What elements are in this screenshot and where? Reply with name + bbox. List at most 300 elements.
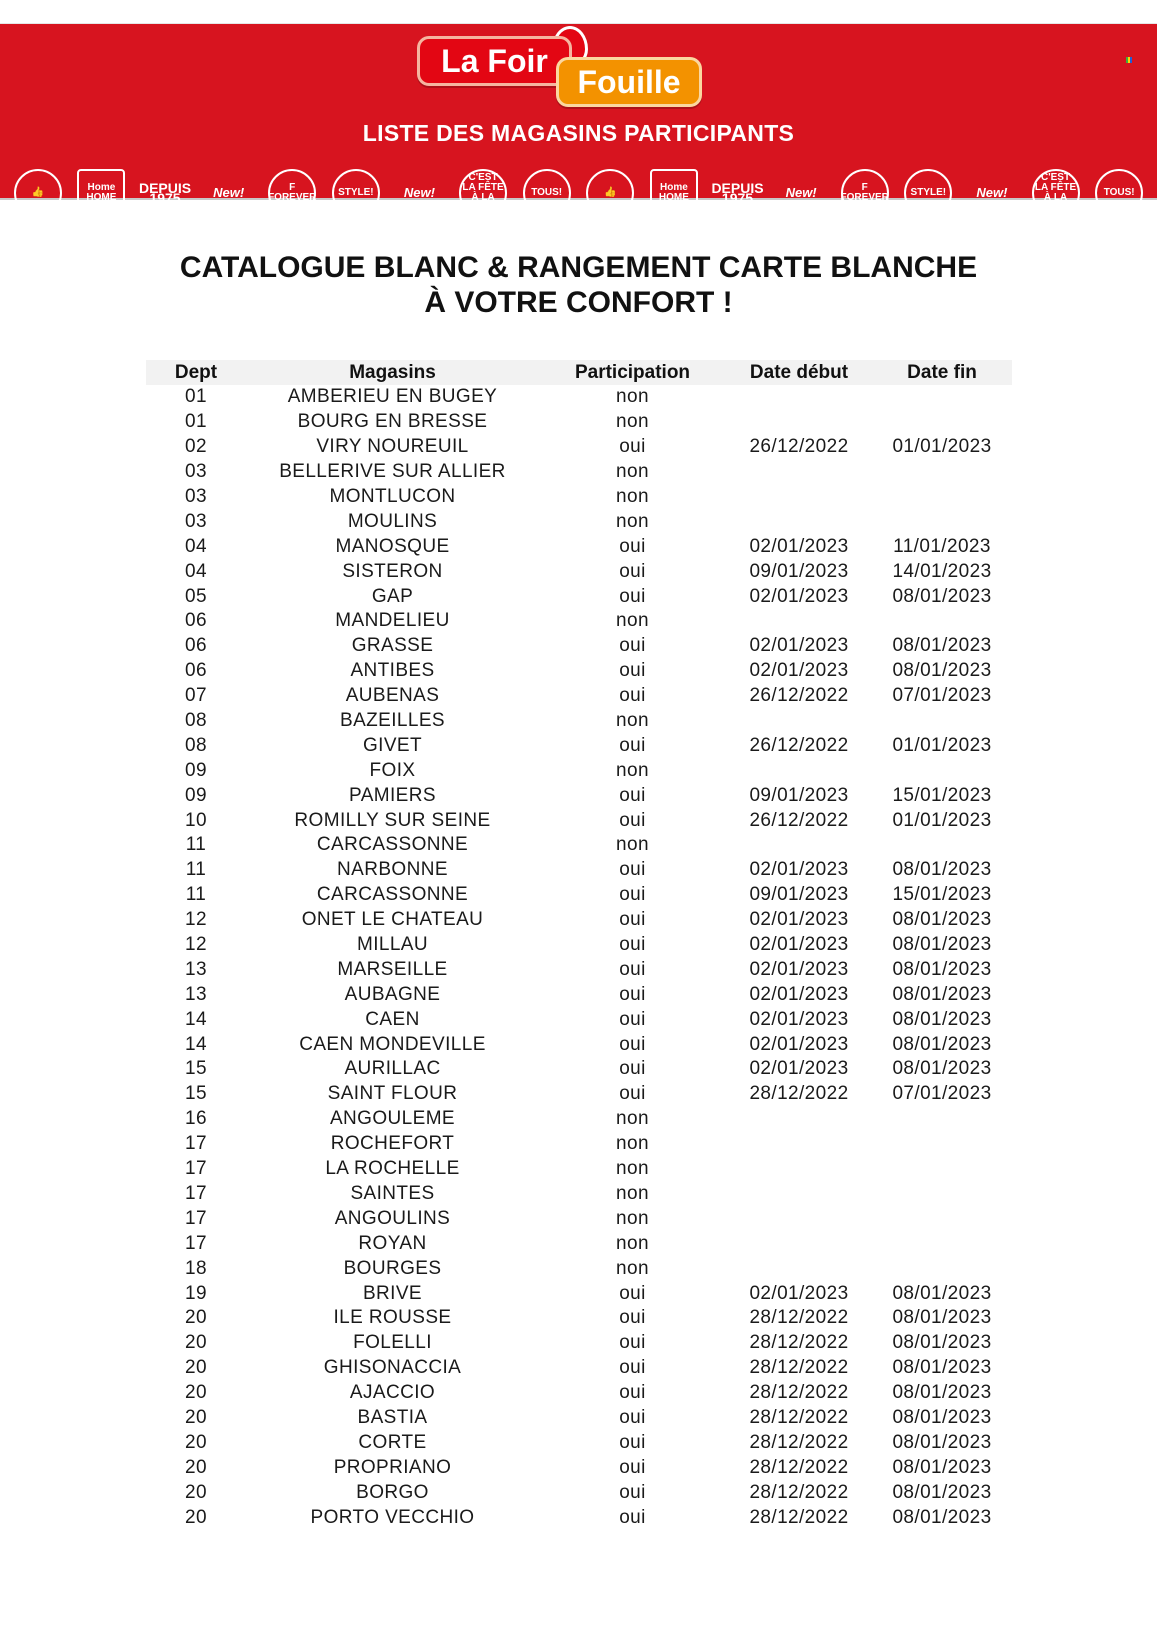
title-line-1: CATALOGUE BLANC & RANGEMENT CARTE BLANCHE: [179, 251, 978, 284]
cell-dept: 20: [185, 1307, 207, 1329]
table-row: [146, 1256, 1012, 1281]
cell-magasin: PROPRIANO: [333, 1456, 452, 1478]
cell-date-debut: [726, 485, 872, 510]
cell-magasin: MARSEILLE: [337, 958, 448, 980]
cell-dept: 18: [185, 1257, 207, 1279]
cell-dept: 01: [185, 386, 207, 408]
cell-participation: oui: [619, 934, 646, 956]
table-row: [146, 1082, 1012, 1107]
cell-date-fin: 08/01/2023: [892, 1357, 992, 1379]
cell-participation: oui: [619, 983, 646, 1005]
cell-date-fin: 01/01/2023: [892, 436, 992, 458]
table-row: [146, 485, 1012, 510]
cell-magasin: NARBONNE: [337, 859, 448, 881]
cell-date-fin: 07/01/2023: [892, 685, 992, 707]
page-title: [0, 250, 1157, 320]
cell-dept: 03: [185, 486, 207, 507]
header-dept: Dept: [174, 361, 218, 383]
cell-date-fin: 08/01/2023: [892, 934, 992, 956]
cell-magasin: LA ROCHELLE: [325, 1158, 460, 1180]
cell-date-debut: 28/12/2022: [749, 1382, 849, 1404]
cell-date-fin: 11/01/2023: [893, 535, 991, 557]
cell-date-debut: [726, 460, 872, 485]
cell-participation: oui: [619, 436, 646, 458]
table-row: [146, 584, 1012, 609]
table-row: [146, 1107, 1012, 1132]
table-row: [146, 709, 1012, 734]
cell-dept: 17: [185, 1158, 207, 1180]
cell-magasin: CAEN MONDEVILLE: [299, 1033, 486, 1055]
cell-date-debut: 28/12/2022: [749, 1431, 849, 1453]
cell-magasin: MANOSQUE: [335, 535, 450, 557]
header-date-debut: Date début: [749, 361, 849, 383]
cell-magasin: BOURG EN BRESSE: [297, 411, 488, 433]
cell-participation: oui: [619, 660, 646, 682]
header-participation: Participation: [574, 361, 691, 383]
table-row: [146, 957, 1012, 982]
cell-date-debut: [726, 1256, 872, 1281]
cell-dept: 01: [185, 411, 207, 433]
brand-logo-part2: Fouille: [556, 57, 702, 107]
cell-date-debut: 28/12/2022: [749, 1357, 849, 1379]
cell-date-debut: 02/01/2023: [749, 1033, 849, 1055]
cell-date-debut: [726, 1157, 872, 1182]
cell-date-fin: [872, 833, 1012, 858]
banner-badge-icon: F FOREVER: [841, 169, 889, 217]
cell-magasin: AUBENAS: [345, 685, 440, 707]
table-row: [146, 783, 1012, 808]
cell-participation: oui: [619, 1307, 646, 1329]
cell-participation: non: [616, 834, 649, 856]
table-row: [146, 1306, 1012, 1331]
cell-magasin: AMBERIEU EN BUGEY: [287, 386, 498, 408]
badge-strip: [0, 162, 1157, 224]
cell-magasin: AURILLAC: [344, 1058, 441, 1080]
cell-date-debut: 02/01/2023: [749, 909, 849, 931]
cell-date-fin: 15/01/2023: [892, 884, 992, 906]
cell-date-debut: 02/01/2023: [749, 635, 849, 657]
cell-date-debut: [726, 1206, 872, 1231]
cell-date-debut: 28/12/2022: [749, 1406, 849, 1428]
cell-dept: 17: [185, 1133, 207, 1155]
table-row: [146, 758, 1012, 783]
cell-date-debut: [726, 509, 872, 534]
table-row: [146, 609, 1012, 634]
cell-date-fin: [872, 609, 1012, 634]
cell-dept: 17: [185, 1182, 207, 1204]
cell-dept: 06: [185, 610, 207, 632]
cell-date-fin: 08/01/2023: [892, 1406, 992, 1428]
header-magasins: Magasins: [349, 361, 436, 383]
cell-magasin: FOIX: [369, 759, 416, 781]
cell-date-debut: 09/01/2023: [749, 784, 849, 806]
cell-dept: 11: [185, 884, 207, 906]
cell-dept: 19: [185, 1282, 207, 1304]
cell-participation: oui: [619, 1456, 646, 1478]
cell-date-debut: 28/12/2022: [749, 1481, 849, 1503]
table-row: [146, 410, 1012, 435]
cell-participation: non: [616, 1158, 649, 1180]
cell-date-debut: [726, 758, 872, 783]
table-row: [146, 385, 1012, 410]
stores-table: [146, 360, 1012, 1530]
cell-magasin: ROYAN: [358, 1232, 427, 1254]
cell-dept: 17: [185, 1232, 207, 1254]
table-row: [146, 1406, 1012, 1431]
table-row: [146, 982, 1012, 1007]
cell-date-debut: 26/12/2022: [749, 685, 849, 707]
cell-date-debut: [726, 709, 872, 734]
cell-date-debut: 02/01/2023: [749, 1008, 849, 1030]
cell-magasin: ANTIBES: [350, 660, 435, 682]
table-row: [146, 684, 1012, 709]
cell-magasin: GRASSE: [351, 635, 434, 657]
table-row: [146, 1231, 1012, 1256]
cell-date-debut: 02/01/2023: [749, 934, 849, 956]
cell-dept: 20: [185, 1481, 207, 1503]
table-row: [146, 1032, 1012, 1057]
cell-date-debut: [726, 1182, 872, 1207]
cell-magasin: VIRY NOUREUIL: [316, 436, 469, 458]
cell-dept: 04: [185, 535, 207, 557]
cell-magasin: GHISONACCIA: [323, 1357, 462, 1379]
cell-date-fin: [872, 410, 1012, 435]
cell-dept: 20: [185, 1357, 207, 1379]
cell-participation: oui: [619, 1481, 646, 1503]
cell-participation: oui: [619, 1506, 646, 1528]
banner-badge-icon: New!: [785, 185, 817, 200]
cell-participation: oui: [619, 784, 646, 806]
cell-dept: 14: [185, 1008, 207, 1030]
cell-participation: non: [616, 411, 649, 433]
cell-participation: oui: [619, 1282, 646, 1304]
table-row: [146, 1430, 1012, 1455]
cell-dept: 08: [185, 710, 207, 732]
cell-magasin: BASTIA: [357, 1406, 428, 1428]
cell-dept: 20: [185, 1506, 207, 1528]
cell-date-debut: 28/12/2022: [749, 1506, 849, 1528]
banner-badge-icon: DEPUIS 1975: [711, 180, 764, 206]
cell-participation: non: [616, 1232, 649, 1254]
cell-dept: 04: [185, 560, 207, 582]
cell-date-fin: [872, 1107, 1012, 1132]
cell-date-debut: 09/01/2023: [749, 884, 849, 906]
cell-date-fin: 08/01/2023: [892, 983, 992, 1005]
cell-dept: 11: [185, 834, 207, 856]
table-row: [146, 509, 1012, 534]
cell-magasin: MOULINS: [347, 510, 438, 532]
cell-participation: non: [616, 1182, 649, 1204]
cell-date-debut: [726, 609, 872, 634]
table-row: [146, 1007, 1012, 1032]
cell-participation: non: [616, 1257, 649, 1279]
cell-date-debut: 26/12/2022: [749, 809, 849, 831]
banner-badge-icon: STYLE!: [332, 169, 380, 217]
cell-date-fin: [872, 1206, 1012, 1231]
cell-dept: 20: [185, 1382, 207, 1404]
table-row: [146, 634, 1012, 659]
cell-date-fin: 08/01/2023: [892, 1431, 992, 1453]
cell-dept: 17: [185, 1207, 207, 1229]
cell-date-debut: 28/12/2022: [749, 1083, 849, 1105]
cell-date-fin: [872, 758, 1012, 783]
cell-date-debut: 02/01/2023: [749, 983, 849, 1005]
cell-dept: 15: [185, 1058, 207, 1080]
cell-dept: 03: [185, 510, 207, 532]
banner-subtitle: LISTE DES MAGASINS PARTICIPANTS: [362, 120, 795, 146]
cell-magasin: SAINTES: [350, 1182, 435, 1204]
cell-magasin: BAZEILLES: [340, 710, 445, 732]
cell-magasin: BORGO: [356, 1481, 429, 1503]
cell-magasin: AUBAGNE: [344, 983, 441, 1005]
table-row: [146, 1480, 1012, 1505]
cell-date-debut: [726, 1132, 872, 1157]
cell-magasin: CORTE: [358, 1431, 427, 1453]
cell-date-fin: 08/01/2023: [892, 1282, 992, 1304]
cell-date-fin: [872, 509, 1012, 534]
table-row: [146, 460, 1012, 485]
cell-participation: non: [616, 1133, 649, 1155]
cell-magasin: CAEN: [365, 1008, 420, 1030]
banner-badge-icon: C'EST LA FÊTE À LA MAISON: [459, 169, 507, 217]
cell-participation: oui: [619, 1008, 646, 1030]
cell-magasin: ANGOULINS: [334, 1207, 451, 1229]
cell-date-fin: 08/01/2023: [892, 585, 992, 607]
table-row: [146, 1356, 1012, 1381]
cell-participation: non: [616, 1108, 649, 1130]
cell-participation: oui: [619, 635, 646, 657]
cell-date-fin: 08/01/2023: [892, 1481, 992, 1503]
cell-date-fin: 08/01/2023: [892, 1456, 992, 1478]
cell-date-fin: 14/01/2023: [892, 560, 992, 582]
cell-dept: 06: [185, 635, 207, 657]
cell-dept: 15: [185, 1083, 207, 1105]
cell-date-debut: 28/12/2022: [749, 1456, 849, 1478]
header-banner: [0, 24, 1157, 213]
cell-date-fin: [872, 1132, 1012, 1157]
cell-participation: oui: [619, 1431, 646, 1453]
banner-badge-icon: New!: [213, 185, 245, 200]
cell-date-fin: 15/01/2023: [892, 784, 992, 806]
table-row: [146, 1182, 1012, 1207]
cell-dept: 03: [185, 461, 207, 483]
cell-magasin: FOLELLI: [353, 1332, 432, 1354]
table-header-row: [146, 360, 1012, 385]
banner-badge-icon: New!: [403, 185, 435, 200]
header-date-fin: Date fin: [907, 361, 977, 383]
table-row: [146, 1281, 1012, 1306]
cell-magasin: PAMIERS: [349, 784, 436, 806]
cell-participation: non: [616, 759, 649, 781]
table-row: [146, 1505, 1012, 1530]
cell-participation: oui: [619, 958, 646, 980]
cell-date-fin: [872, 385, 1012, 410]
cell-magasin: ROMILLY SUR SEINE: [294, 809, 491, 831]
cell-magasin: ANGOULEME: [329, 1108, 455, 1130]
cell-participation: non: [616, 1207, 649, 1229]
cell-participation: non: [616, 386, 649, 408]
cell-participation: non: [616, 610, 649, 632]
cell-magasin: MANDELIEU: [335, 610, 450, 632]
cell-date-debut: 09/01/2023: [749, 560, 849, 582]
cell-date-fin: 08/01/2023: [892, 1307, 992, 1329]
cell-date-debut: 02/01/2023: [749, 585, 849, 607]
cell-magasin: SISTERON: [342, 560, 443, 582]
cell-date-fin: 08/01/2023: [892, 1332, 992, 1354]
cell-participation: oui: [619, 1332, 646, 1354]
cell-participation: oui: [619, 1357, 646, 1379]
table-row: [146, 858, 1012, 883]
cell-dept: 05: [185, 585, 207, 607]
cell-date-fin: 08/01/2023: [892, 958, 992, 980]
table-row: [146, 1331, 1012, 1356]
table-row: [146, 435, 1012, 460]
cell-participation: oui: [619, 1406, 646, 1428]
cell-date-debut: 02/01/2023: [749, 859, 849, 881]
banner-badge-icon: F FOREVER: [268, 169, 316, 217]
banner-badge-icon: Home HOME: [77, 169, 125, 217]
banner-badge-icon: STYLE!: [904, 169, 952, 217]
cell-dept: 14: [185, 1033, 207, 1055]
cell-magasin: GAP: [371, 585, 414, 607]
cell-magasin: MILLAU: [356, 934, 429, 956]
cell-date-debut: 02/01/2023: [749, 958, 849, 980]
table-row: [146, 659, 1012, 684]
cell-date-fin: 08/01/2023: [892, 909, 992, 931]
cell-date-debut: 02/01/2023: [749, 1058, 849, 1080]
cell-date-fin: 01/01/2023: [892, 809, 992, 831]
cell-date-debut: 26/12/2022: [749, 436, 849, 458]
cell-date-debut: [726, 1107, 872, 1132]
banner-badge-icon: 👍: [586, 169, 634, 217]
cell-date-debut: [726, 1231, 872, 1256]
table-row: [146, 1206, 1012, 1231]
cell-participation: non: [616, 461, 649, 483]
cell-participation: oui: [619, 560, 646, 582]
cell-date-fin: [872, 709, 1012, 734]
cell-date-debut: [726, 410, 872, 435]
title-line-2: À VOTRE CONFORT !: [424, 286, 733, 319]
cell-date-fin: 08/01/2023: [892, 635, 992, 657]
table-row: [146, 1381, 1012, 1406]
table-row: [146, 833, 1012, 858]
cell-date-fin: 01/01/2023: [892, 734, 992, 756]
cell-participation: oui: [619, 1058, 646, 1080]
cell-date-fin: [872, 460, 1012, 485]
banner-badge-icon: C'EST LA FÊTE À LA MAISON: [1032, 169, 1080, 217]
cell-magasin: BELLERIVE SUR ALLIER: [279, 461, 506, 483]
cell-date-fin: 08/01/2023: [892, 1506, 992, 1528]
table-row: [146, 808, 1012, 833]
cell-participation: non: [616, 510, 649, 532]
cell-date-fin: [872, 485, 1012, 510]
cell-participation: oui: [619, 734, 646, 756]
cell-date-debut: 02/01/2023: [749, 1282, 849, 1304]
cell-participation: oui: [619, 1033, 646, 1055]
cell-magasin: SAINT FLOUR: [327, 1083, 458, 1105]
banner-badge-icon: New!: [976, 185, 1008, 200]
banner-badge-icon: TOUS!: [1095, 169, 1143, 217]
brand-logo-part1: La Foir: [417, 36, 572, 86]
cell-date-debut: 02/01/2023: [749, 535, 849, 557]
banner-badge-icon: Home HOME: [650, 169, 698, 217]
cell-magasin: ONET LE CHATEAU: [301, 909, 484, 931]
cell-date-fin: [872, 1157, 1012, 1182]
cell-magasin: PORTO VECCHIO: [310, 1506, 475, 1528]
cell-date-debut: 02/01/2023: [749, 660, 849, 682]
cell-dept: 16: [185, 1108, 207, 1130]
cell-participation: oui: [619, 859, 646, 881]
table-row: [146, 534, 1012, 559]
flag-icon: [1126, 57, 1132, 63]
banner-badge-icon: TOUS!: [523, 169, 571, 217]
cell-participation: oui: [619, 909, 646, 931]
top-margin: [0, 0, 1157, 24]
cell-date-fin: [872, 1182, 1012, 1207]
cell-participation: oui: [619, 685, 646, 707]
table-row: [146, 733, 1012, 758]
cell-participation: oui: [619, 1083, 646, 1105]
table-row: [146, 1157, 1012, 1182]
cell-magasin: GIVET: [362, 734, 422, 756]
table-row: [146, 933, 1012, 958]
cell-participation: oui: [619, 809, 646, 831]
cell-magasin: ILE ROUSSE: [333, 1307, 452, 1329]
table-row: [146, 1455, 1012, 1480]
cell-dept: 07: [185, 685, 207, 707]
cell-date-debut: [726, 385, 872, 410]
cell-dept: 12: [185, 909, 207, 931]
cell-dept: 02: [185, 436, 207, 458]
cell-dept: 20: [185, 1431, 207, 1453]
cell-participation: oui: [619, 585, 646, 607]
cell-dept: 12: [185, 934, 207, 956]
cell-dept: 10: [185, 809, 207, 831]
cell-magasin: CARCASSONNE: [316, 834, 469, 856]
cell-dept: 06: [185, 660, 207, 682]
cell-date-fin: 08/01/2023: [892, 1008, 992, 1030]
cell-date-fin: [872, 1256, 1012, 1281]
cell-date-fin: 08/01/2023: [892, 660, 992, 682]
table-row: [146, 559, 1012, 584]
table-row: [146, 908, 1012, 933]
cell-date-debut: [726, 833, 872, 858]
cell-dept: 11: [185, 859, 207, 881]
cell-date-fin: 07/01/2023: [892, 1083, 992, 1105]
cell-dept: 08: [185, 734, 207, 756]
cell-dept: 20: [185, 1456, 207, 1478]
cell-date-fin: 08/01/2023: [892, 1033, 992, 1055]
table-row: [146, 1057, 1012, 1082]
table-row: [146, 883, 1012, 908]
cell-date-fin: 08/01/2023: [892, 1058, 992, 1080]
cell-dept: 13: [185, 958, 207, 980]
cell-date-debut: 28/12/2022: [749, 1307, 849, 1329]
cell-date-fin: [872, 1231, 1012, 1256]
cell-dept: 20: [185, 1406, 207, 1428]
cell-dept: 20: [185, 1332, 207, 1354]
cell-magasin: CARCASSONNE: [316, 884, 469, 906]
cell-date-fin: 08/01/2023: [892, 859, 992, 881]
cell-participation: oui: [619, 884, 646, 906]
cell-magasin: AJACCIO: [349, 1382, 436, 1404]
cell-magasin: ROCHEFORT: [330, 1133, 455, 1155]
banner-badge-icon: DEPUIS 1975: [138, 180, 192, 206]
cell-date-debut: 28/12/2022: [749, 1332, 849, 1354]
cell-participation: non: [616, 486, 649, 507]
cell-participation: oui: [619, 1382, 646, 1404]
cell-dept: 09: [185, 759, 207, 781]
